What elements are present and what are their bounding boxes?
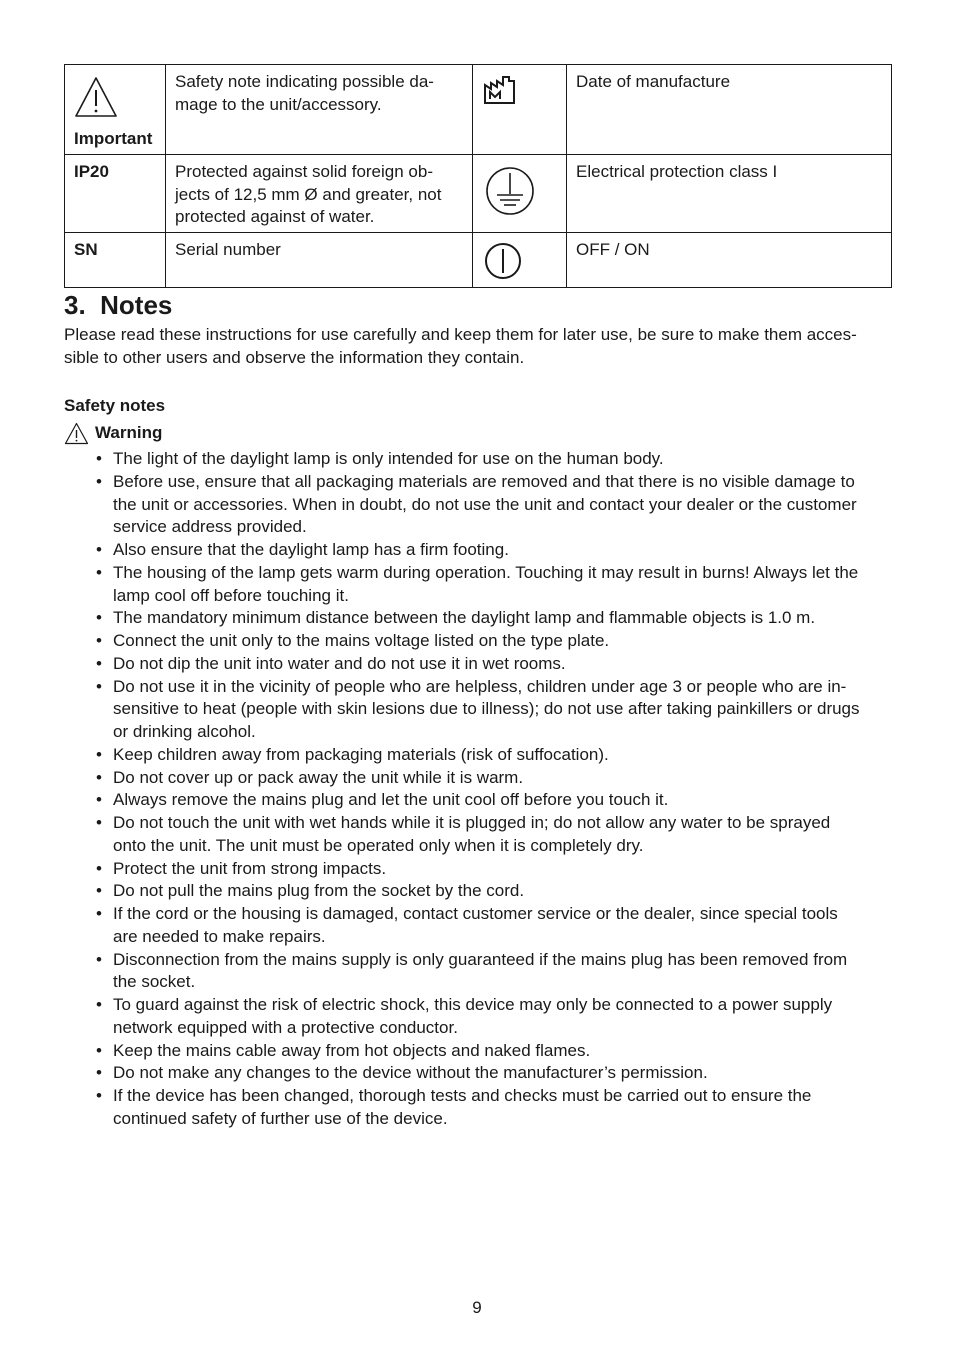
bullet-icon: • xyxy=(96,1063,102,1083)
list-item-text: If the cord or the housing is damaged, contact customer service or the dealer, since special tools are needed to make repairs. xyxy=(113,904,838,946)
ip20-description: Protected against solid foreign ob- jects of 12,5 mm Ø and greater, not protected against of water. xyxy=(166,155,473,233)
bullet-icon: • xyxy=(96,767,102,787)
sn-label: SN xyxy=(65,233,166,288)
list-item-text: The light of the daylight lamp is only intended for use on the human body. xyxy=(113,449,664,468)
list-item xyxy=(96,880,896,903)
bullet-icon: • xyxy=(96,562,102,582)
list-item xyxy=(96,1085,896,1131)
list-item xyxy=(96,653,896,676)
bullet-icon: • xyxy=(96,608,102,628)
bullet-icon: • xyxy=(96,881,102,901)
list-item xyxy=(96,903,896,949)
list-item-text: Disconnection from the mains supply is only guaranteed if the mains plug has been removed from the socket. xyxy=(113,949,848,992)
list-item xyxy=(96,1062,896,1085)
protection-class-description: Electrical protection class I xyxy=(567,155,892,233)
symbols-table xyxy=(64,64,892,288)
list-item xyxy=(96,630,896,653)
bullet-icon: • xyxy=(96,471,102,491)
list-item-text: Connect the unit only to the mains voltage listed on the type plate. xyxy=(113,631,610,650)
symbol-row-important xyxy=(65,65,892,155)
bullet-icon: • xyxy=(96,676,102,696)
list-item-text: Do not dip the unit into water and do not use it in wet rooms. xyxy=(113,653,566,673)
symbol-row-ip20 xyxy=(65,155,892,233)
list-item xyxy=(96,744,896,767)
page-number: 9 xyxy=(472,1298,482,1317)
important-cell xyxy=(65,65,166,155)
list-item xyxy=(96,949,896,995)
list-item xyxy=(96,767,896,790)
date-of-manufacture-icon xyxy=(482,73,518,109)
list-item-text: Keep children away from packaging materials (risk of suffocation). xyxy=(113,744,609,764)
list-item-text: Do not cover up or pack away the unit while it is warm. xyxy=(113,767,524,787)
safety-bullet-list xyxy=(96,448,896,1131)
list-item-text: Protect the unit from strong impacts. xyxy=(113,858,387,878)
bullet-icon: • xyxy=(96,790,102,810)
warning-triangle-icon xyxy=(74,75,118,119)
power-off-on-icon xyxy=(483,241,523,281)
list-item-text: To guard against the risk of electric shock, this device may only be connected to a power supply network equipped with a protective conductor. xyxy=(113,995,833,1037)
list-item-text: Do not use it in the vicinity of people who are helpless, children under age 3 or people who are in- sensitive to heat (people with skin lesions due to illness); do not use after taking painkillers or drugs or drinking alcohol. xyxy=(113,676,860,741)
list-item-text: Do not pull the mains plug from the socket by the cord. xyxy=(113,881,525,901)
important-label: Important xyxy=(74,128,153,148)
date-of-manufacture-description: Date of manufacture xyxy=(567,65,892,155)
list-item xyxy=(96,812,896,858)
off-on-description: OFF / ON xyxy=(567,233,892,288)
bullet-icon: • xyxy=(96,858,102,878)
list-item xyxy=(96,789,896,812)
list-item-text: Do not make any changes to the device without the manufacturer’s permission. xyxy=(113,1063,708,1083)
warning-heading xyxy=(64,421,162,445)
section-title: 3. Notes xyxy=(64,290,173,320)
bullet-icon: • xyxy=(96,540,102,559)
bullet-icon: • xyxy=(96,653,102,673)
bullet-icon: • xyxy=(96,449,102,468)
list-item xyxy=(96,562,896,608)
bullet-icon: • xyxy=(96,1086,102,1105)
important-description: Safety note indicating possible da- mage to the unit/accessory. xyxy=(166,65,473,155)
bullet-icon: • xyxy=(96,949,102,969)
earth-ground-icon xyxy=(484,163,536,219)
list-item-text: The housing of the lamp gets warm during operation. Touching it may result in burns! Always let the lamp cool off before touching it. xyxy=(113,562,859,605)
list-item-text: Also ensure that the daylight lamp has a firm footing. xyxy=(113,540,509,559)
list-item-text: Before use, ensure that all packaging materials are removed and that there is no visible damage to the unit or accessories. When in doubt, do not use the unit and contact your dealer or the customer service address provided. xyxy=(113,471,857,537)
bullet-icon: • xyxy=(96,1040,102,1060)
safety-notes-heading: Safety notes xyxy=(64,396,166,415)
list-item xyxy=(96,676,896,744)
list-item xyxy=(96,994,896,1040)
list-item-text: If the device has been changed, thorough tests and checks must be carried out to ensure the continued safety of further use of the device. xyxy=(113,1086,812,1128)
warning-triangle-icon xyxy=(64,422,89,445)
bullet-icon: • xyxy=(96,904,102,923)
list-item xyxy=(96,858,896,881)
list-item xyxy=(96,1040,896,1063)
list-item xyxy=(96,607,896,630)
warning-label: Warning xyxy=(95,423,163,442)
ip20-label: IP20 xyxy=(65,155,166,233)
bullet-icon: • xyxy=(96,631,102,650)
bullet-icon: • xyxy=(96,744,102,764)
list-item xyxy=(96,471,896,539)
earth-ground-icon-cell xyxy=(473,155,567,233)
list-item xyxy=(96,448,896,471)
sn-description: Serial number xyxy=(166,233,473,288)
bullet-icon: • xyxy=(96,813,102,832)
symbol-row-sn xyxy=(65,233,892,288)
list-item xyxy=(96,539,896,562)
list-item-text: Keep the mains cable away from hot objects and naked flames. xyxy=(113,1040,591,1060)
list-item-text: The mandatory minimum distance between the daylight lamp and flammable objects is 1.0 m. xyxy=(113,608,816,628)
list-item-text: Do not touch the unit with wet hands while it is plugged in; do not allow any water to be sprayed onto the unit. The unit must be operated only when it is completely dry. xyxy=(113,813,831,855)
list-item-text: Always remove the mains plug and let the unit cool off before you touch it. xyxy=(113,790,669,810)
intro-paragraph: Please read these instructions for use carefully and keep them for later use, be sure to make them acces- sible to other users and observe the information they contain. xyxy=(64,325,857,367)
bullet-icon: • xyxy=(96,995,102,1014)
power-off-on-icon-cell xyxy=(473,233,567,288)
date-of-manufacture-icon-cell xyxy=(473,65,567,155)
